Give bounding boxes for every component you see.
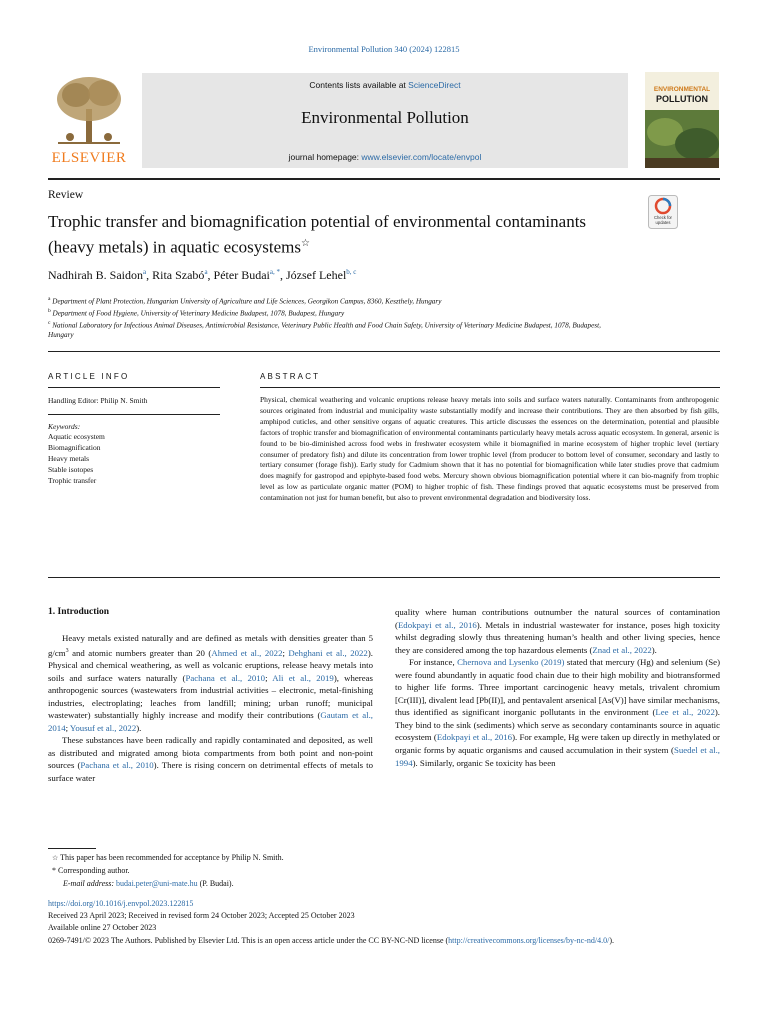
footnote-text: This paper has been recommended for acceptance by Philip N. Smith. (60, 853, 284, 862)
homepage-prefix: journal homepage: (288, 152, 362, 162)
author-name[interactable]: József Lehel (285, 268, 347, 282)
keyword-item: Biomagnification (48, 443, 101, 452)
citation-link[interactable]: Edokpayi et al., 2016 (397, 619, 477, 630)
article-info-rule (48, 387, 220, 388)
text-run: For instance, (409, 657, 458, 668)
text-run: These substances have been radically and rapidly contaminated and deposited, as well as distributed and migrated among biota compartments from both point and non-point sources ( (48, 735, 373, 771)
text-run: stated that mercury (Hg) and selenium (Se) were found abundantly in aquatic food chain due to their high mobility and biotransformed to higher life forms. Three important carcinogenic heavy metals, trivalent chromium [Cr(III)], divalent lead [Pb(II)], and pentavalent arsenical [As(V)] have similar mechanisms, thus identified as significant inorganic pollutants in the environment ( (395, 657, 721, 718)
body-paragraph (48, 632, 373, 734)
footnote-corresponding: * Corresponding author. (52, 866, 130, 875)
email-label: E-mail address: (63, 879, 117, 888)
citation-link[interactable]: Pachana et al., 2010 (80, 760, 154, 771)
citation-link[interactable]: Znad et al., 2022 (592, 644, 652, 655)
citation-link[interactable]: Ali et al., 2019 (272, 672, 334, 683)
citation-link[interactable]: Gautam et al., 2014 (48, 710, 373, 733)
footnote-text: Corresponding author. (58, 866, 130, 875)
article-info-heading: ARTICLE INFO (48, 372, 130, 381)
article-type: Review (48, 189, 84, 201)
badge-label: Check for (654, 215, 672, 220)
keyword-item: Heavy metals (48, 454, 90, 463)
author-affiliation-mark[interactable]: b, c (346, 268, 357, 276)
abstract-rule (260, 387, 720, 388)
header-divider (48, 178, 720, 180)
keyword-item: Stable isotopes (48, 465, 94, 474)
license-prefix: 0269-7491/© 2023 The Authors. Published by Elsevier Ltd. This is an open access article under the CC BY-NC-ND license ( (48, 936, 449, 945)
body-paragraph (48, 734, 373, 784)
title-footnote-mark[interactable]: ☆ (301, 238, 310, 249)
affiliation-text: Department of Food Hygiene, University of Veterinary Medicine Budapest, 1078, Budapest, Hungary (52, 309, 345, 318)
citation-link[interactable]: Dehghani et al., 2022 (288, 647, 368, 658)
affiliations-divider (48, 351, 720, 352)
affiliation-c (48, 319, 628, 341)
journal-citation[interactable]: Environmental Pollution 340 (2024) 122815 (308, 44, 460, 54)
author-name[interactable]: Péter Budai (213, 268, 270, 282)
author-affiliation-mark[interactable]: a (143, 268, 147, 276)
text-run: ). (136, 722, 142, 733)
text-run: ; (265, 672, 273, 683)
intro-right-column (395, 606, 720, 769)
citation-link[interactable]: Edokpayi et al., 2016 (436, 732, 513, 743)
text-run: ). There is rising concern on detrimental effects of metals to surface water (48, 760, 373, 783)
paper-title-text: Trophic transfer and biomagnification potential of environmental contaminants (heavy metals) in aquatic ecosystems (48, 212, 587, 257)
citation-link[interactable]: Suedel et al., 1994 (395, 745, 721, 768)
check-for-updates-badge[interactable] (648, 195, 678, 229)
citation-link[interactable]: Chernova and Lysenko (2019) (457, 657, 565, 668)
text-run: ). Metals in industrial wastewater for instance, poses high toxicity whilst degrading slowly thus threatening human’s health and other living species, hence they are considered among the top hazardous elements ( (395, 619, 720, 655)
contents-available-line (142, 80, 628, 90)
footnote-rule (48, 848, 96, 849)
body-paragraph (395, 656, 720, 769)
author-list: Nadhirah B. Saidon$^a$, Rita Szabó$^a$, Péter Budai$^{a, *}$, József Lehel$^{b, c}$ (48, 268, 357, 282)
footnote-email (63, 879, 234, 888)
journal-homepage-link[interactable]: www.elsevier.com/locate/envpol (361, 152, 482, 162)
svg-text:updates: updates (655, 220, 671, 225)
affiliation-a (48, 295, 441, 307)
elsevier-wordmark: ELSEVIER (51, 150, 127, 166)
paper-title (48, 211, 608, 259)
affiliation-text: Department of Plant Protection, Hungarian University of Agriculture and Life Sciences, Georgikon Campus, 8360, Keszthely, Hungary (52, 297, 442, 306)
affiliation-mark: a (48, 296, 51, 302)
affiliation-text: National Laboratory for Infectious Animal Diseases, Antimicrobial Resistance, Veterinary Public Health and Food Chain Safety, University of Veterinary Medicine Budapest, 1078, Budapest, Hungary (48, 321, 601, 339)
text-run: Heavy metals existed naturally and are defined as metals with densities greater than 5 g/cm (48, 633, 373, 658)
license-statement (48, 935, 720, 946)
footnote-recommendation: ☆ This paper has been recommended for acceptance by Philip N. Smith. (52, 853, 284, 862)
text-run: quality where human contributions outnumber the natural sources of contamination ( (395, 607, 720, 630)
section-heading-introduction: 1. Introduction (48, 607, 110, 617)
text-run: ). Physical and chemical weathering, as well as volcanic eruptions, release heavy metals into soils and surface waters naturally ( (48, 647, 373, 683)
cover-title-line2: POLLUTION (656, 94, 708, 104)
citation-link[interactable]: Yousuf et al., 2022 (69, 722, 137, 733)
text-run: ). They bind to the sink (sediments) which serve as secondary contaminants source in aquatic ecosystem ( (395, 707, 720, 743)
handling-editor: Handling Editor: Philip N. Smith (48, 396, 148, 405)
superscript: 3 (65, 647, 69, 654)
affiliation-b (48, 307, 344, 319)
available-online-date: Available online 27 October 2023 (48, 923, 157, 932)
license-link[interactable]: http://creativecommons.org/licenses/by-nc-nd/4.0/ (448, 936, 610, 945)
cover-title-line1: ENVIRONMENTAL (653, 86, 711, 93)
abstract-bottom-divider (48, 577, 720, 578)
citation-link[interactable]: Ahmed et al., 2022 (211, 647, 283, 658)
email-link[interactable]: budai.peter@uni-mate.hu (116, 879, 198, 888)
keyword-item: Aquatic ecosystem (48, 432, 105, 441)
keywords-rule (48, 414, 220, 415)
text-run: ). Similarly, organic Se toxicity has been (412, 757, 556, 768)
contents-prefix: Contents lists available at (309, 80, 409, 90)
abstract-heading: ABSTRACT (260, 372, 321, 381)
journal-homepage-line (142, 152, 628, 162)
text-run: ). For example, Hg were taken up directly in methylated or organic forms by aquatic organisms and caused accumulation in their system ( (395, 732, 720, 756)
email-suffix: (P. Budai). (197, 879, 234, 888)
license-suffix: ). (609, 936, 614, 945)
author-name[interactable]: Rita Szabó (152, 268, 205, 282)
affiliation-mark: b (48, 308, 51, 314)
author-affiliation-mark[interactable]: a, * (269, 268, 280, 276)
intro-left-column (48, 632, 373, 784)
author-name[interactable]: Nadhirah B. Saidon (48, 268, 143, 282)
affiliation-mark: c (48, 320, 51, 326)
body-paragraph (395, 606, 720, 656)
text-run: ; (282, 647, 289, 658)
keywords-title: Keywords: (48, 422, 81, 431)
text-run: ), whereas anthropogenic sources (wastewaters from industrial activities – electronic, metal-finishing industries, electroplating; leaches from landfill; mining; urban runoff; municipal wastewater) substantially highly increase and modify their contributions ( (48, 672, 373, 721)
citation-link[interactable]: Lee et al., 2022 (655, 707, 715, 718)
sciencedirect-link[interactable]: ScienceDirect (408, 80, 461, 90)
doi-link[interactable]: https://doi.org/10.1016/j.envpol.2023.122815 (48, 899, 194, 908)
text-run: ). (651, 644, 657, 655)
abstract-text: Physical, chemical weathering and volcanic eruptions release heavy metals into soils and surface waters naturally. Contaminants from anthropogenic sources originated from industrial and municipality waste substantially modify and increase their contributions. They are then absorbed by fish gills, amphipod cuticles, and other sensitive organs of aquatic creatures. This article discusses the essences on the determination, potential and plausible factors of trophic transfer and biomagnification of environmental contaminants particularly heavy metals across aquatic ecosystem. In general, arsenic is found to be bio-diminished across food webs in freshwater ecosystem while it biomagnified in marine ecosystem of higher trophic level (tertiary consumer of predatory fish) and dilute its concentration from lower trophic level (from producer to bottom level of consumer, secondary and lastly to tertiary consumer (forage fish)). Early study for Cadmium shown that it has no potential for biomagnification while later studies prove that cadmium does magnify for gastropod and epiphyte-based food webs. Mercury shown obvious biomagnification potential where it can bio-magnify from trophic level as low as particulate organic matter (POM) to higher trophic of fish. These findings proved that aquatic ecosystems must be preserved from contamination not just for human benefit, but also to prevent environmental degradation and biodiversity loss. (260, 395, 719, 503)
keyword-item: Trophic transfer (48, 476, 97, 485)
journal-name[interactable]: Environmental Pollution (301, 108, 469, 127)
text-run: and atomic numbers greater than 20 ( (68, 647, 212, 658)
author-affiliation-mark[interactable]: a (204, 268, 208, 276)
text-run: ; (65, 722, 70, 733)
citation-link[interactable]: Pachana et al., 2010 (185, 672, 266, 683)
received-dates: Received 23 April 2023; Received in revised form 24 October 2023; Accepted 25 October 2023 (48, 911, 355, 920)
